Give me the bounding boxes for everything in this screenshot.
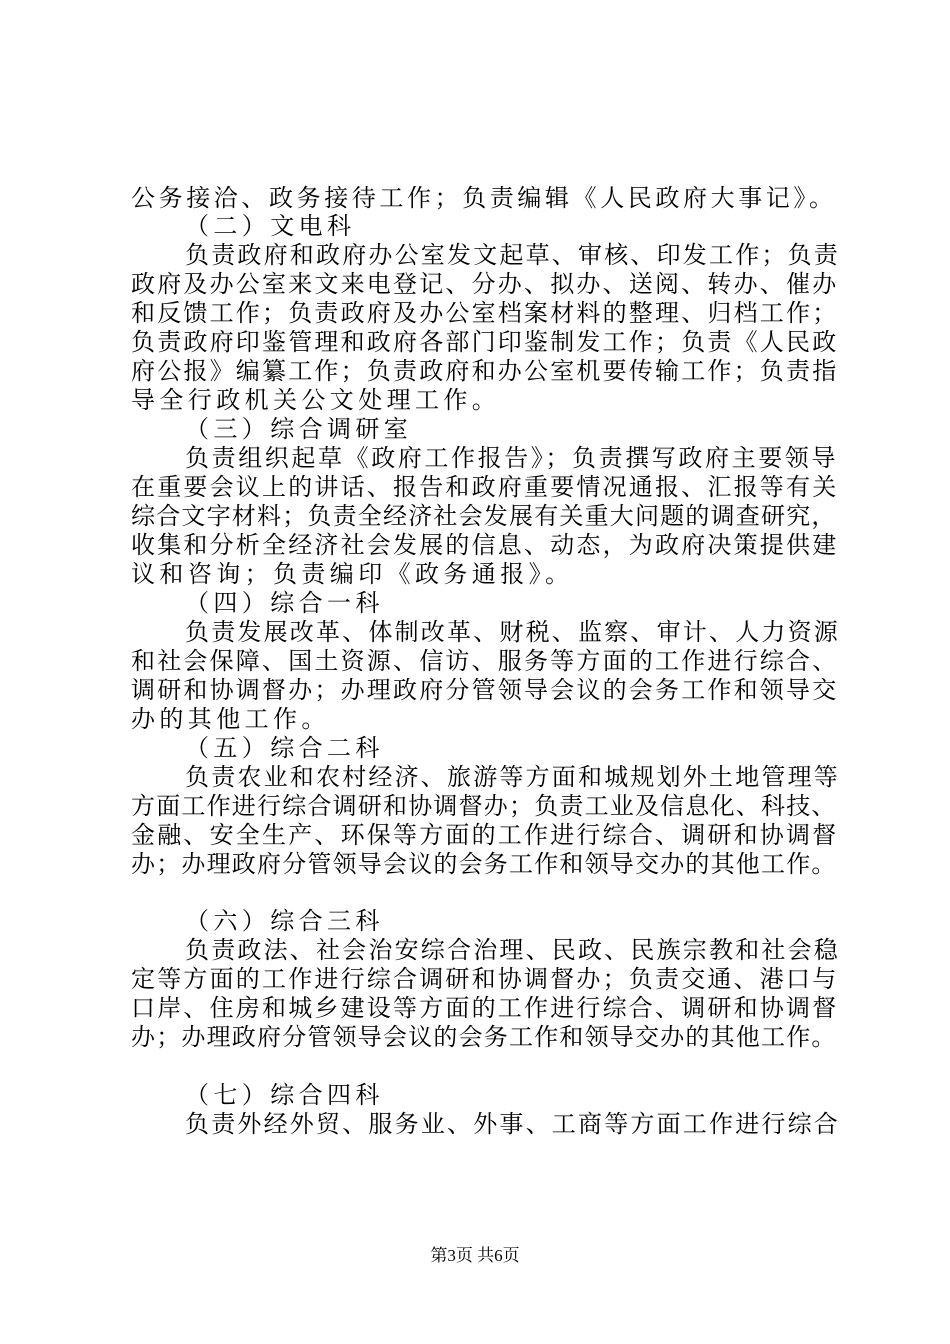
paragraph-line: 方面工作进行综合调研和协调督办；负责工业及信息化、科技、: [131, 792, 837, 820]
paragraph-line: 办的其他工作。: [131, 705, 330, 733]
paragraph-line: 定等方面的工作进行综合调研和协调督办；负责交通、港口与: [131, 965, 839, 993]
section-heading: （七）综合四科: [185, 1081, 384, 1109]
paragraph-line: 公务接洽、政务接待工作；负责编辑《人民政府大事记》。: [131, 184, 837, 212]
paragraph-line: 议和咨询；负责编印《政务通报》。: [131, 560, 574, 588]
paragraph-line: 负责发展改革、体制改革、财税、监察、审计、人力资源: [185, 618, 840, 646]
paragraph-line: 负责组织起草《政府工作报告》；负责撰写政府主要领导: [185, 444, 838, 472]
section-heading: （三）综合调研室: [185, 415, 413, 443]
page-number-footer: 第3页 共6页: [430, 1246, 520, 1265]
paragraph-line: 政府及办公室来文来电登记、分办、拟办、送阅、转办、催办: [131, 270, 839, 298]
paragraph-line: 负责政府印鉴管理和政府各部门印鉴制发工作；负责《人民政: [131, 328, 839, 356]
paragraph-line: 收集和分析全经济社会发展的信息、动态，为政府决策提供建: [131, 531, 839, 559]
section-heading: （二）文电科: [185, 212, 356, 240]
paragraph-line: 在重要会议上的讲话、报告和政府重要情况通报、汇报等有关: [131, 473, 839, 501]
paragraph-line: 导全行政机关公文处理工作。: [131, 386, 501, 414]
paragraph-line: 和社会保障、国土资源、信访、服务等方面的工作进行综合、: [131, 647, 839, 675]
paragraph-line: 府公报》编纂工作；负责政府和办公室机要传输工作；负责指: [131, 357, 839, 385]
paragraph-line: 办；办理政府分管领导会议的会务工作和领导交办的其他工作。: [131, 1023, 837, 1051]
paragraph-line: 口岸、住房和城乡建设等方面的工作进行综合、调研和协调督: [131, 994, 839, 1022]
paragraph-line: 负责政府和政府办公室发文起草、审核、印发工作；负责: [185, 241, 840, 269]
paragraph-line: 负责农业和农村经济、旅游等方面和城规划外土地管理等: [185, 763, 840, 791]
paragraph-line: 办；办理政府分管领导会议的会务工作和领导交办的其他工作。: [131, 850, 837, 878]
paragraph-line: 和反馈工作；负责政府及办公室档案材料的整理、归档工作；: [131, 299, 839, 327]
paragraph-line: 负责政法、社会治安综合治理、民政、民族宗教和社会稳: [185, 936, 840, 964]
paragraph-line: 综合文字材料；负责全经济社会发展有关重大问题的调查研究，: [131, 502, 837, 530]
section-heading: （五）综合二科: [185, 734, 384, 762]
section-heading: （四）综合一科: [185, 589, 384, 617]
paragraph-line: 调研和协调督办；办理政府分管领导会议的会务工作和领导交: [131, 676, 839, 704]
paragraph-line: 金融、安全生产、环保等方面的工作进行综合、调研和协调督: [131, 821, 839, 849]
paragraph-line: 负责外经外贸、服务业、外事、工商等方面工作进行综合: [185, 1110, 840, 1138]
section-heading: （六）综合三科: [185, 907, 384, 935]
